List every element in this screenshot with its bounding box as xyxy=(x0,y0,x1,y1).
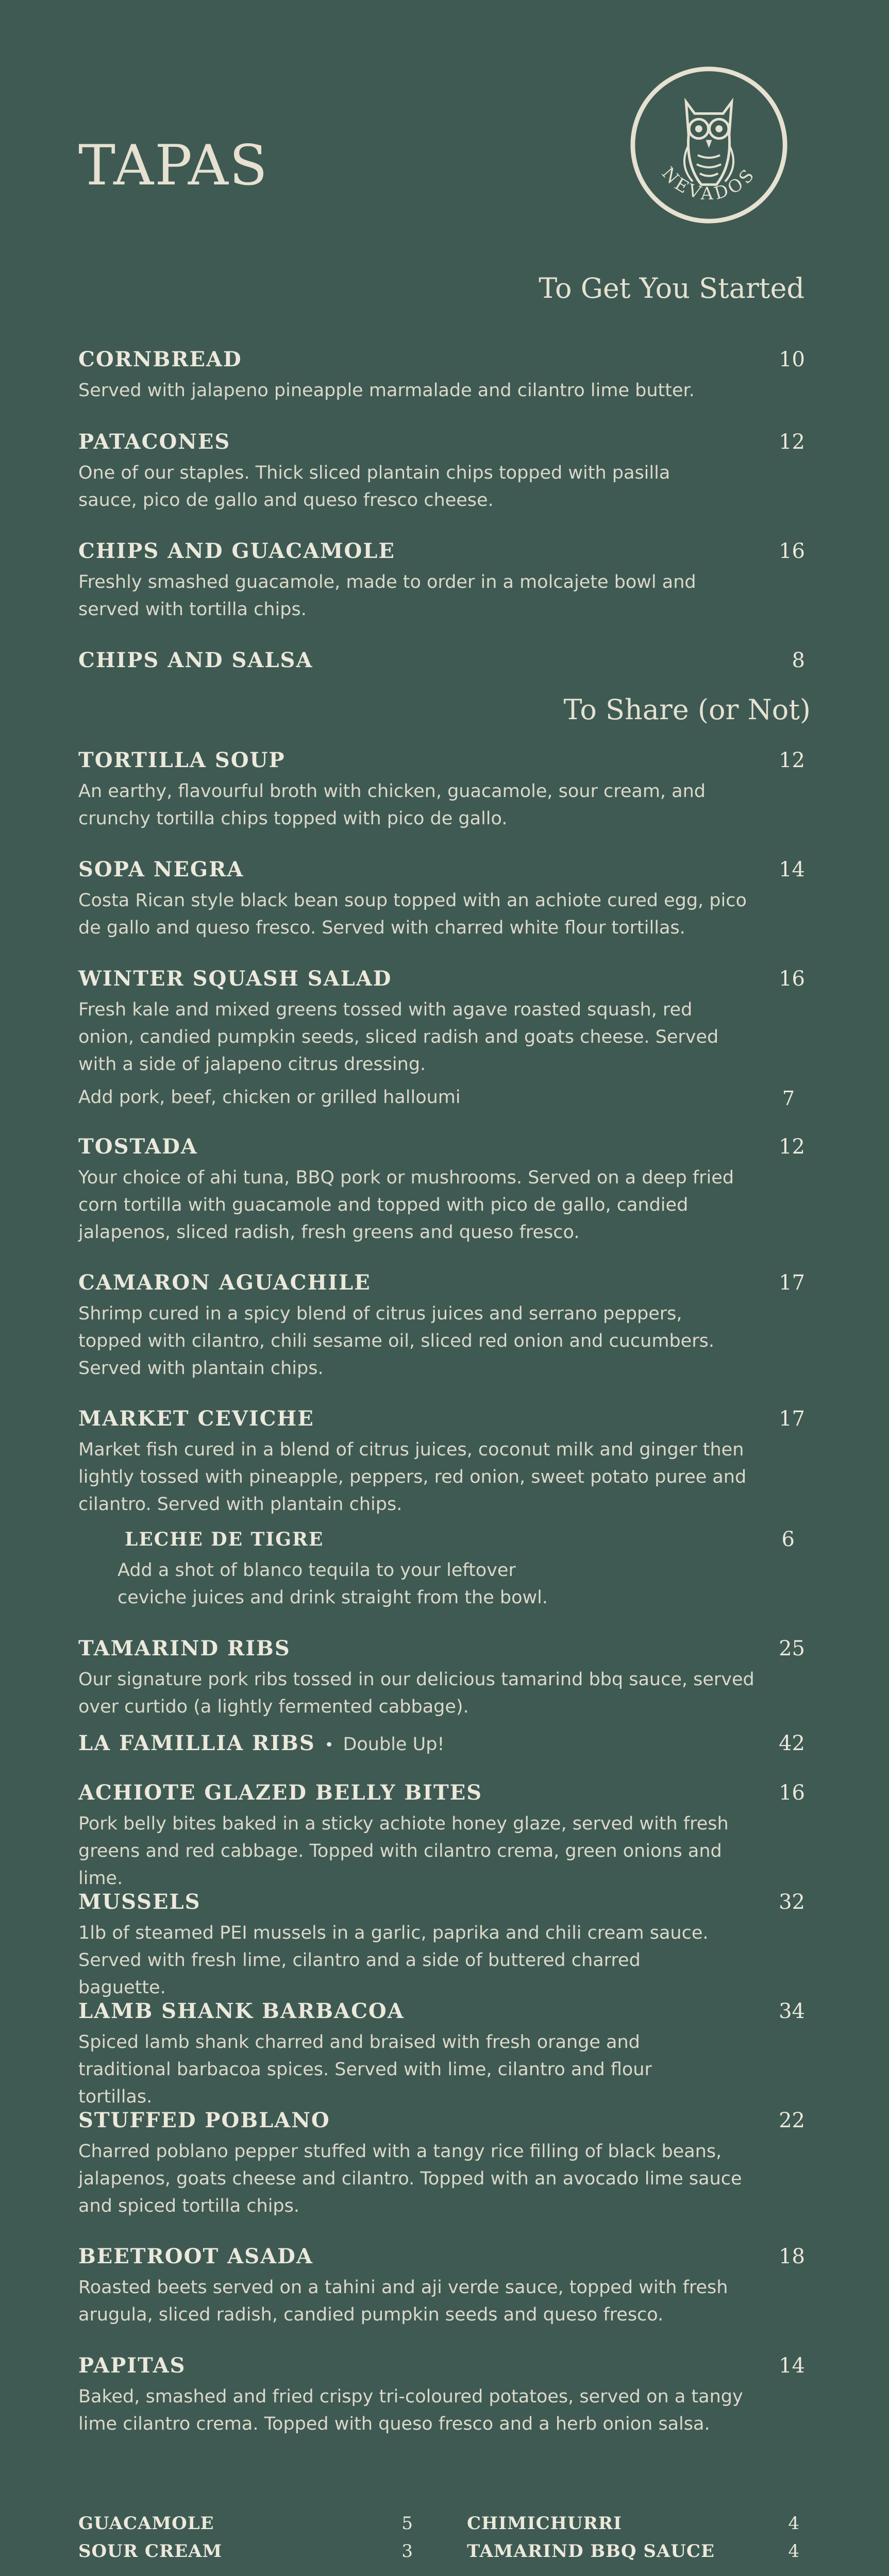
menu-item-market-ceviche xyxy=(78,1404,805,1518)
item-price: 14 xyxy=(779,2354,805,2378)
item-description: 1lb of steamed PEI mussels in a garlic, paprika and chili cream sauce. Served with fresh lime, cilantro and a side of buttered charred baguette. xyxy=(78,1923,709,1998)
item-price: 18 xyxy=(779,2245,805,2268)
item-price: 12 xyxy=(779,1135,805,1159)
menu-item-papitas xyxy=(78,2351,805,2438)
item-description: One of our staples. Thick sliced plantain chips topped with pasilla sauce, pico de gallo and queso fresco cheese. xyxy=(78,463,670,511)
item-price: 6 xyxy=(781,1528,795,1551)
menu-item-cornbread xyxy=(78,345,805,404)
item-description: Charred poblano pepper stuffed with a tangy rice filling of black beans, jalapenos, goats cheese and cilantro. Topped with an avocado lime sauce and spiced tortilla chips. xyxy=(78,2141,742,2216)
menu-item-tortilla-soup xyxy=(78,746,805,833)
side-name: SOUR CREAM xyxy=(78,2541,223,2562)
item-description: Shrimp cured in a spicy blend of citrus juices and serrano peppers, topped with cilantro, chili sesame oil, sliced red onion and cucumbers. Served with plantain chips. xyxy=(78,1303,714,1379)
item-name: CAMARON AGUACHILE xyxy=(78,1270,371,1295)
item-name: TORTILLA SOUP xyxy=(78,748,286,772)
item-name: MUSSELS xyxy=(78,1890,201,1914)
side-price: 3 xyxy=(401,2541,413,2562)
item-price: 14 xyxy=(779,858,805,882)
item-description: Market fish cured in a blend of citrus juices, coconut milk and ginger then lightly tossed with pineapple, peppers, red onion, sweet potato puree and cilantro. Served with plantain chips. xyxy=(78,1439,747,1515)
item-price: 34 xyxy=(779,1999,805,2023)
sides-right xyxy=(467,2513,800,2569)
item-name xyxy=(78,1729,805,1760)
menu-item-leche-de-tigre xyxy=(118,1525,805,1612)
section-heading-share: To Share (or Not) xyxy=(563,693,811,726)
item-description: Served with jalapeno pineapple marmalade and cilantro lime butter. xyxy=(78,380,695,401)
item-name: PAPITAS xyxy=(78,2353,186,2378)
item-name: MARKET CEVICHE xyxy=(78,1406,314,1431)
item-description: Baked, smashed and fried crispy tri-coloured potatoes, served on a tangy lime cilantro crema. Topped with queso fresco and a herb onion salsa. xyxy=(78,2386,743,2434)
page-title: TAPAS xyxy=(78,133,269,198)
side-name: CHIMICHURRI xyxy=(467,2513,622,2534)
section-heading-started: To Get You Started xyxy=(539,272,804,304)
side-name: GUACAMOLE xyxy=(78,2513,214,2534)
menu-item-tamarind-ribs xyxy=(78,1634,805,1721)
item-name: LAMB SHANK BARBACOA xyxy=(78,1999,405,2023)
menu-item-tostada xyxy=(78,1132,805,1246)
side-item xyxy=(78,2513,413,2541)
item-name: CHIPS AND SALSA xyxy=(78,648,313,672)
item-name-text: LA FAMILLIA RIBS xyxy=(78,1731,315,1755)
side-price: 5 xyxy=(401,2513,413,2534)
side-name: TAMARIND BBQ SAUCE xyxy=(467,2541,715,2562)
menu-item-winter-squash-salad xyxy=(78,964,805,1078)
item-name: BEETROOT ASADA xyxy=(78,2244,313,2268)
side-price: 4 xyxy=(788,2513,800,2534)
sides-left xyxy=(78,2513,413,2569)
item-price: 17 xyxy=(779,1271,805,1295)
item-price: 12 xyxy=(779,430,805,454)
item-price: 16 xyxy=(779,1781,805,1805)
item-name: PATACONES xyxy=(78,430,231,454)
item-price: 22 xyxy=(779,2109,805,2132)
menu-item-lamb-shank-barbacoa xyxy=(78,1997,805,2111)
item-description: Pork belly bites baked in a sticky achiote honey glaze, served with fresh greens and red cabbage. Topped with cilantro crema, green onions and lime. xyxy=(78,1814,729,1889)
item-price: 32 xyxy=(779,1890,805,1914)
item-price: 25 xyxy=(779,1637,805,1660)
menu-item-la-familia-ribs xyxy=(78,1729,805,1760)
item-description: Spiced lamb shank charred and braised with fresh orange and traditional barbacoa spices. Served with lime, cilantro and flour tortillas. xyxy=(78,2032,652,2107)
menu-item-beetroot-asada xyxy=(78,2242,805,2329)
menu-item-mussels xyxy=(78,1888,805,2002)
item-name: CORNBREAD xyxy=(78,347,242,371)
separator-dot-icon: • xyxy=(324,1736,334,1754)
menu-item-patacones xyxy=(78,428,805,514)
addon-price: 7 xyxy=(782,1087,795,1110)
owl-logo-icon xyxy=(628,64,790,226)
item-name: TAMARIND RIBS xyxy=(78,1636,291,1660)
item-price: 16 xyxy=(779,539,805,563)
item-price: 8 xyxy=(792,649,805,672)
item-price: 10 xyxy=(779,348,805,371)
addon-text: Add pork, beef, chicken or grilled halloumi xyxy=(78,1087,461,1108)
side-price: 4 xyxy=(788,2541,800,2562)
menu-item-camaron-aguachile xyxy=(78,1268,805,1382)
item-price: 12 xyxy=(779,749,805,772)
menu-item-belly-bites xyxy=(78,1778,805,1892)
item-price: 16 xyxy=(779,967,805,991)
item-name: WINTER SQUASH SALAD xyxy=(78,967,392,991)
menu-item-stuffed-poblano xyxy=(78,2106,805,2220)
winter-squash-addon xyxy=(78,1084,805,1111)
item-name: STUFFED POBLANO xyxy=(78,2108,330,2132)
menu-item-chips-salsa xyxy=(78,646,805,675)
item-name: SOPA NEGRA xyxy=(78,857,244,882)
side-item xyxy=(467,2513,800,2541)
item-description: Your choice of ahi tuna, BBQ pork or mushrooms. Served on a deep fried corn tortilla with guacamole and topped with pico de gallo, candied jalapenos, sliced radish, fresh greens and queso fresco. xyxy=(78,1167,734,1243)
item-tag: Double Up! xyxy=(343,1734,445,1755)
menu-item-sopa-negra xyxy=(78,855,805,942)
item-description: An earthy, flavourful broth with chicken, guacamole, sour cream, and crunchy tortilla chips topped with pico de gallo. xyxy=(78,781,706,829)
item-description: Fresh kale and mixed greens tossed with agave roasted squash, red onion, candied pumpkin seeds, sliced radish and goats cheese. Served with a side of jalapeno citrus dressing. xyxy=(78,999,719,1075)
item-description: Add a shot of blanco tequila to your leftover ceviche juices and drink straight from the bowl. xyxy=(118,1560,548,1608)
item-description: Roasted beets served on a tahini and aji verde sauce, topped with fresh arugula, sliced radish, candied pumpkin seeds and queso fresco. xyxy=(78,2277,728,2325)
item-description: Our signature pork ribs tossed in our delicious tamarind bbq sauce, served over curtido (a lightly fermented cabbage). xyxy=(78,1669,754,1717)
side-item xyxy=(78,2541,413,2569)
side-item xyxy=(467,2541,800,2569)
item-name: CHIPS AND GUACAMOLE xyxy=(78,539,395,563)
menu-item-chips-guacamole xyxy=(78,537,805,623)
item-name: TOSTADA xyxy=(78,1134,198,1159)
item-name: ACHIOTE GLAZED BELLY BITES xyxy=(78,1781,483,1805)
item-price: 17 xyxy=(779,1407,805,1431)
svg-text:NEVADOS: NEVADOS xyxy=(658,163,760,204)
item-price: 42 xyxy=(779,1732,805,1755)
item-name: LECHE DE TIGRE xyxy=(125,1529,324,1550)
item-description: Costa Rican style black bean soup topped with an achiote cured egg, pico de gallo and queso fresco. Served with charred white flour tortillas. xyxy=(78,890,747,938)
item-description: Freshly smashed guacamole, made to order in a molcajete bowl and served with tortilla chips. xyxy=(78,572,696,620)
